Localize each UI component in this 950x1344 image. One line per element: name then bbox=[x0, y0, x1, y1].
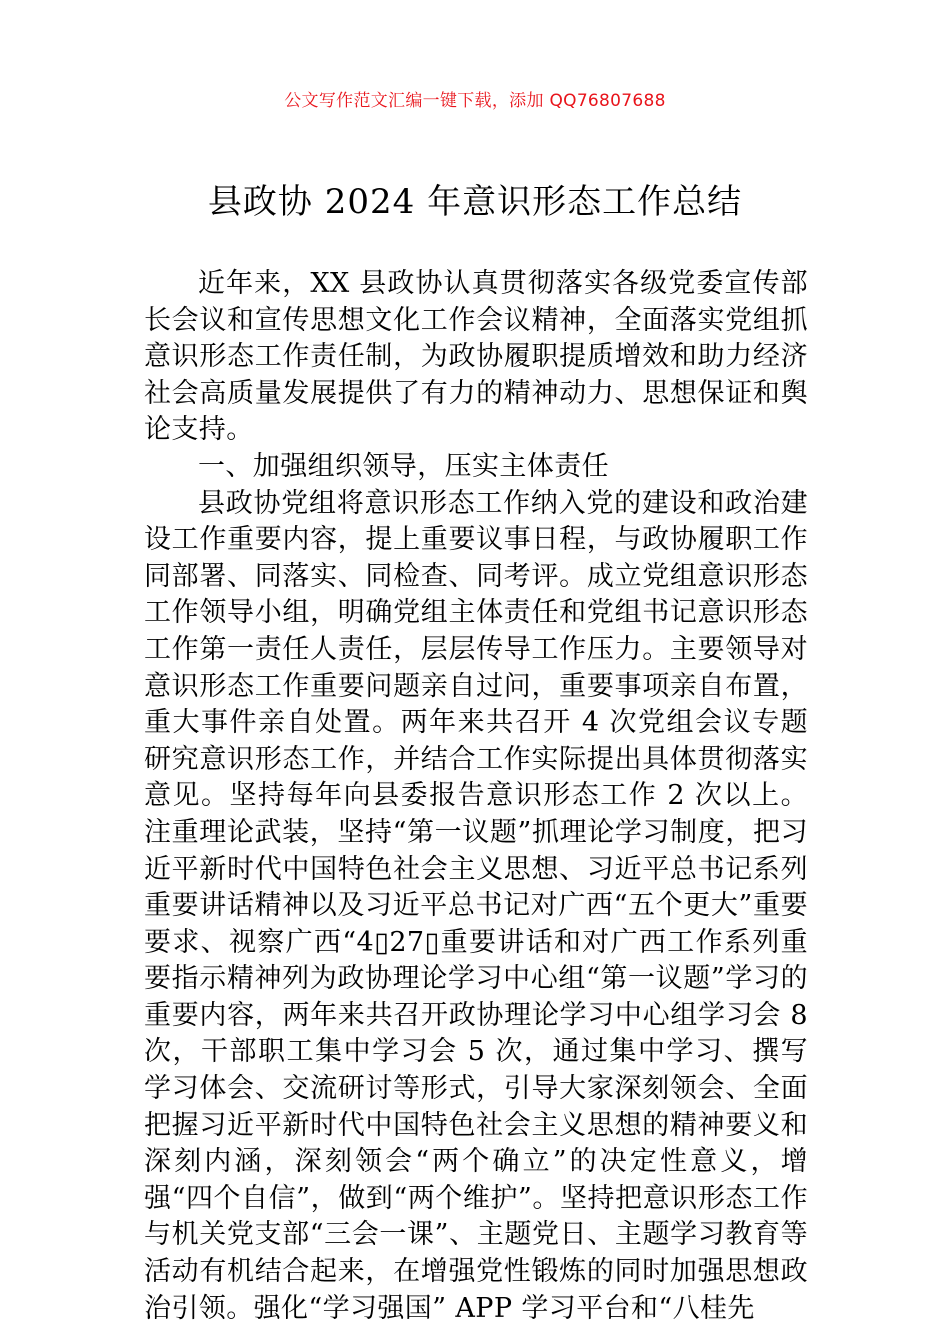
document-body bbox=[144, 266, 808, 1327]
section-heading-1: 一、加强组织领导，压实主体责任 bbox=[198, 450, 609, 482]
section-1-paragraph: 县政协党组将意识形态工作纳入党的建设和政治建设工作重要内容，提上重要议事日程，与政协履职工作同部署、同落实、同检查、同考评。成立党组意识形态工作领导小组，明确党组主体责任和党组书记意识形态工作第一责任人责任，层层传导工作压力。主要领导对意识形态工作重要问题亲自过问，重要事项亲自布置，重大事件亲自处置。两年来共召开 4 次党组会议专题研究意识形态工作，并结合工作实际提出具体贯彻落实意见。坚持每年向县委报告意识形态工作 2 次以上。注重理论武装，坚持“第一议题”抓理论学习制度，把习近平新时代中国特色社会主义思想、习近平总书记系列重要讲话精神以及习近平总书记对广西“五个更大”重要要求、视察广西“4▯27▯重要讲话和对广西工作系列重要指示精神列为政协理论学习中心组“第一议题”学习的重要内容，两年来共召开政协理论学习中心组学习会 8 次，干部职工集中学习会 5 次，通过集中学习、撰写学习体会、交流研讨等形式，引导大家深刻领会、全面把握习近平新时代中国特色社会主义思想的精神要义和深刻内涵，深刻领会“两个确立”的决定性意义，增强“四个自信”，做到“两个维护”。坚持把意识形态工作与机关党支部“三会一课”、主题党日、主题学习教育等活动有机结合起来，在增强党性锻炼的同时加强思想政治引领。强化“学习强国” APP 学习平台和“八桂先 bbox=[144, 487, 808, 1324]
document-title: 县政协 2024 年意识形态工作总结 bbox=[207, 182, 743, 222]
intro-paragraph: 近年来，XX 县政协认真贯彻落实各级党委宣传部长会议和宣传思想文化工作会议精神，全面落实党组抓意识形态工作责任制，为政协履职提质增效和助力经济社会高质量发展提供了有力的精神动力、思想保证和舆论支持。 bbox=[144, 268, 808, 446]
download-notice: 公文写作范文汇编一键下载，添加 QQ76807688 bbox=[284, 91, 666, 111]
